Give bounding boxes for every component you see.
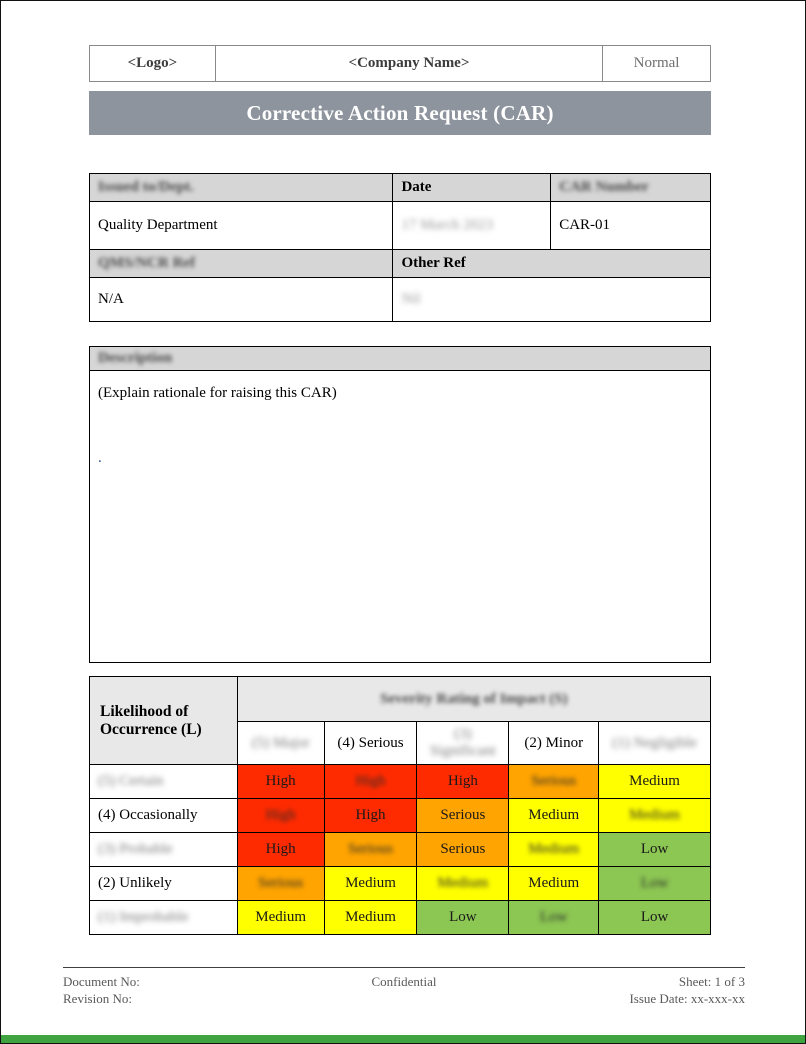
matrix-col-header	[237, 722, 324, 765]
car-info-table	[89, 173, 711, 322]
qms-ncr-value: N/A	[98, 291, 124, 307]
matrix-row-label-cell	[90, 799, 238, 833]
qms-ncr-value-cell[interactable]	[90, 278, 393, 322]
doc-type-cell	[603, 46, 711, 82]
qms-ncr-label: QMS/NCR Ref	[98, 255, 196, 271]
date-label: Date	[401, 179, 432, 195]
matrix-row	[90, 799, 711, 833]
matrix-risk-cell	[417, 765, 509, 799]
document-no-label: Document No:	[63, 974, 140, 989]
matrix-risk-cell-label: Serious	[440, 807, 486, 823]
risk-matrix-table	[89, 676, 711, 935]
matrix-risk-cell	[324, 799, 417, 833]
confidential-label: Confidential	[371, 974, 437, 989]
matrix-col-header	[324, 722, 417, 765]
matrix-row	[90, 833, 711, 867]
matrix-risk-cell	[237, 833, 324, 867]
company-name-cell	[215, 46, 602, 82]
doc-type-text: Normal	[633, 55, 680, 71]
matrix-row-label: (5) Certain	[98, 773, 164, 789]
matrix-risk-cell-label: High	[355, 773, 386, 789]
other-ref-label: Other Ref	[401, 255, 466, 271]
matrix-risk-cell	[509, 901, 599, 935]
matrix-col-header	[417, 722, 509, 765]
matrix-risk-cell	[509, 799, 599, 833]
issued-to-label-cell	[90, 174, 393, 202]
matrix-row	[90, 867, 711, 901]
description-body-cell[interactable]	[90, 371, 711, 663]
matrix-risk-cell-label: Medium	[528, 875, 580, 891]
matrix-row	[90, 765, 711, 799]
info-value-row-2	[90, 278, 711, 322]
car-number-value: CAR-01	[559, 217, 611, 233]
revision-no-label: Revision No:	[63, 991, 132, 1006]
matrix-risk-cell-label: High	[265, 773, 296, 789]
matrix-risk-cell-label: Medium	[255, 909, 307, 925]
car-number-value-cell[interactable]	[551, 202, 711, 250]
description-label-cell	[90, 347, 711, 371]
matrix-risk-cell-label: Medium	[629, 807, 680, 823]
matrix-risk-cell-label: Medium	[528, 807, 580, 823]
qms-ncr-label-cell	[90, 250, 393, 278]
company-header-table	[89, 45, 711, 82]
info-header-row-1	[90, 174, 711, 202]
issue-date-label: Issue Date: xx-xxx-xx	[629, 991, 745, 1006]
footer-left	[63, 973, 290, 1007]
logo-text: <Logo>	[127, 55, 178, 71]
likelihood-header-label: Likelihood of Occurrence (L)	[100, 702, 202, 738]
matrix-col-header-label: (1) Negligible	[612, 734, 697, 751]
issued-to-value: Quality Department	[98, 217, 218, 233]
matrix-risk-cell-label: Low	[449, 909, 477, 925]
matrix-row-label: (1) Improbable	[98, 909, 189, 925]
other-ref-value: Nil	[401, 291, 421, 307]
matrix-risk-cell	[509, 833, 599, 867]
matrix-risk-cell-label: Serious	[440, 841, 486, 857]
matrix-risk-cell	[324, 901, 417, 935]
matrix-risk-cell	[417, 833, 509, 867]
issued-to-value-cell[interactable]	[90, 202, 393, 250]
matrix-risk-cell	[417, 867, 509, 901]
matrix-risk-cell	[417, 901, 509, 935]
matrix-risk-cell	[599, 799, 711, 833]
issued-to-label: Issued to/Dept.	[98, 179, 194, 195]
matrix-risk-cell	[509, 765, 599, 799]
info-header-row-2	[90, 250, 711, 278]
matrix-col-header-label: (3) Significant	[429, 726, 496, 759]
sheet-number-label: Sheet: 1 of 3	[678, 974, 745, 989]
matrix-risk-cell-label: Serious	[531, 773, 577, 789]
matrix-risk-cell	[237, 765, 324, 799]
matrix-risk-cell-label: Serious	[258, 875, 304, 891]
description-note: .	[98, 450, 102, 466]
matrix-header-row-1	[90, 677, 711, 722]
other-ref-label-cell	[393, 250, 711, 278]
matrix-risk-cell	[599, 765, 711, 799]
matrix-row-label-cell	[90, 901, 238, 935]
matrix-risk-cell	[417, 799, 509, 833]
matrix-col-header	[599, 722, 711, 765]
matrix-risk-cell-label: Low	[640, 841, 669, 857]
matrix-col-header	[509, 722, 599, 765]
likelihood-header-cell	[90, 677, 238, 765]
description-label: Description	[98, 350, 173, 366]
car-number-label: CAR Number	[559, 179, 649, 195]
matrix-row-label-cell	[90, 765, 238, 799]
footer-right	[518, 973, 745, 1007]
description-body-row	[90, 371, 711, 663]
matrix-risk-cell	[324, 765, 417, 799]
severity-header-label: Severity Rating of Impact (S)	[380, 690, 568, 707]
description-header-row	[90, 347, 711, 371]
matrix-risk-cell-label: Low	[539, 909, 568, 925]
matrix-risk-cell-label: Serious	[348, 841, 393, 857]
matrix-risk-cell-label: Medium	[629, 773, 680, 789]
matrix-risk-cell-label: High	[447, 773, 478, 789]
risk-matrix-body	[90, 765, 711, 935]
document-title-bar	[89, 91, 711, 135]
matrix-col-header-label: (4) Serious	[337, 734, 404, 751]
matrix-col-header-label: (5) Major	[251, 734, 310, 751]
matrix-risk-cell	[599, 867, 711, 901]
bottom-green-bar	[1, 1035, 805, 1043]
matrix-row-label-cell	[90, 867, 238, 901]
logo-placeholder	[90, 46, 216, 82]
other-ref-value-cell[interactable]	[393, 278, 711, 322]
matrix-risk-cell	[324, 867, 417, 901]
document-title: Corrective Action Request (CAR)	[246, 100, 554, 125]
date-label-cell	[393, 174, 551, 202]
matrix-col-header-label: (2) Minor	[524, 734, 584, 751]
date-value-cell[interactable]	[393, 202, 551, 250]
matrix-risk-cell	[237, 799, 324, 833]
matrix-risk-cell	[324, 833, 417, 867]
matrix-risk-cell-label: Low	[640, 875, 669, 891]
matrix-row-label: (3) Probable	[98, 841, 173, 857]
matrix-risk-cell-label: High	[265, 841, 296, 857]
matrix-risk-cell	[237, 867, 324, 901]
matrix-risk-cell	[599, 833, 711, 867]
matrix-row	[90, 901, 711, 935]
info-value-row-1	[90, 202, 711, 250]
company-name-text: <Company Name>	[348, 55, 470, 71]
date-value: 17 March 2023	[401, 217, 494, 233]
matrix-risk-cell-label: High	[355, 807, 386, 823]
matrix-risk-cell-label: Medium	[345, 909, 396, 925]
matrix-risk-cell-label: Low	[640, 909, 669, 925]
matrix-risk-cell-label: Medium	[437, 875, 489, 891]
matrix-risk-cell-label: Medium	[345, 875, 396, 891]
page-footer	[63, 967, 745, 1007]
matrix-risk-cell-label: High	[265, 807, 296, 823]
matrix-risk-cell	[509, 867, 599, 901]
page-content	[89, 45, 711, 935]
car-number-label-cell	[551, 174, 711, 202]
header-row	[90, 46, 711, 82]
severity-header-cell	[237, 677, 710, 722]
matrix-row-label: (2) Unlikely	[98, 875, 172, 891]
matrix-risk-cell	[237, 901, 324, 935]
description-placeholder: (Explain rationale for raising this CAR)	[98, 385, 337, 401]
description-table	[89, 346, 711, 663]
matrix-row-label-cell	[90, 833, 238, 867]
matrix-risk-cell-label: Medium	[528, 841, 580, 857]
matrix-risk-cell	[599, 901, 711, 935]
matrix-row-label: (4) Occasionally	[98, 807, 198, 823]
